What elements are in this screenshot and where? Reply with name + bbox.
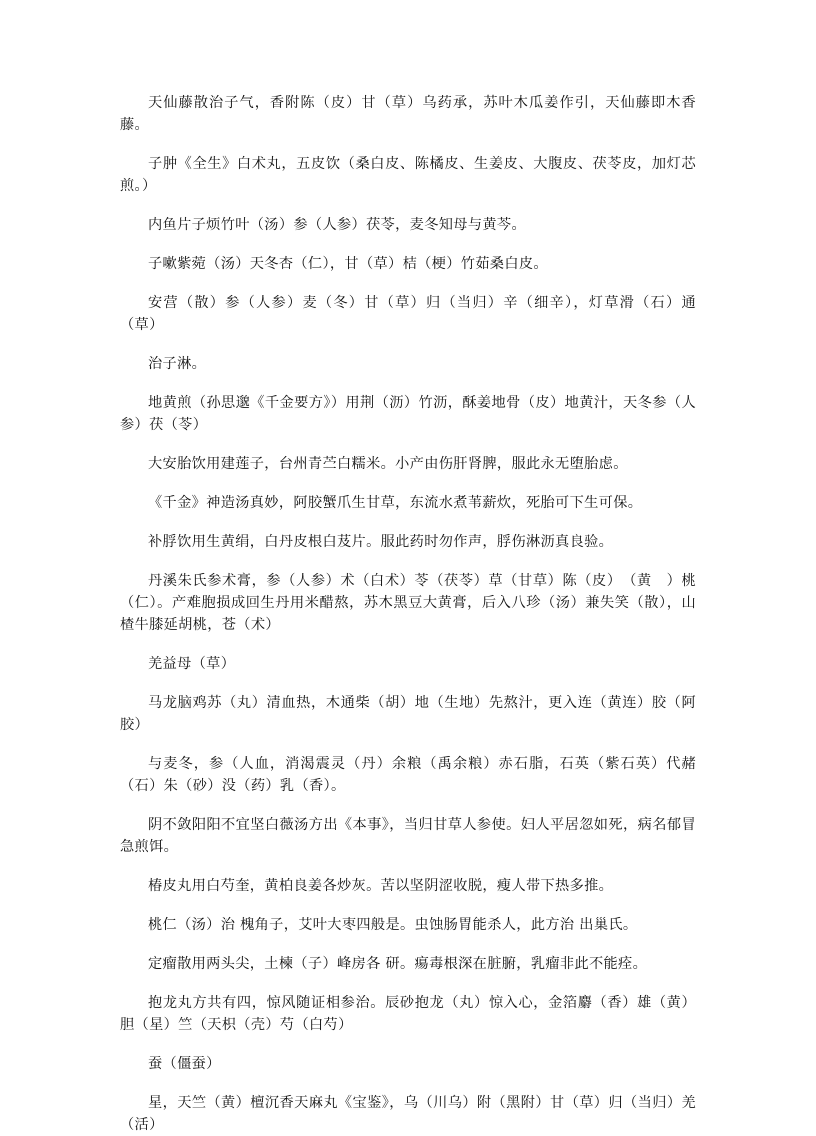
- paragraph-11: 丹溪朱氏参术膏，参（人参）术（白术）苓（茯苓）草（甘草）陈（皮） （黄 ）桃（仁）。产难胞损成回生丹用米醋熬，苏木黑豆大黄膏，后入八珍（汤）兼失笑（散），山楂牛膝延胡桃，苍（术）: [120, 573, 696, 633]
- paragraph-21: 星，天竺（黄）檀沉香天麻丸《宝鉴》，乌（川乌）附（黑附）甘（草）归（当归）羌（活）: [120, 1095, 696, 1133]
- paragraph-14: 与麦冬，参（人血，消渴震灵（丹）余粮（禹余粮）赤石脂，石英（紫石英）代赭（石）朱（砂）没（药）乳（香）。: [120, 756, 696, 794]
- paragraph-20: 蚕（僵蚕）: [148, 1056, 221, 1072]
- paragraph-17: 桃仁（汤）治 槐角子，艾叶大枣四般是。虫蚀肠胃能杀人，此方治 出巢氏。: [148, 917, 638, 933]
- paragraph-7: 地黄煎（孙思邈《千金要方》）用荆（沥）竹沥，酥姜地骨（皮）地黄汁，天冬参（人参）茯（苓）: [120, 395, 696, 433]
- paragraph-16: 椿皮丸用白芍奎，黄柏良姜各炒灰。苦以坚阴涩收脱，瘦人带下热多推。: [148, 878, 614, 894]
- paragraph-3: 内鱼片子烦竹叶（汤）参（人参）茯苓，麦冬知母与黄芩。: [148, 217, 526, 233]
- paragraph-15: 阴不敛阳阳不宜坚白薇汤方出《本事》，当归甘草人参使。妇人平居忽如死，病名郁冒急煎饵。: [120, 817, 696, 855]
- paragraph-5: 安营（散）参（人参）麦（冬）甘（草）归（当归）辛（细辛），灯草滑（石）通（草）: [120, 295, 696, 333]
- paragraph-8: 大安胎饮用建莲子，台州青苎白糯米。小产由伤肝肾脾，服此永无堕胎虑。: [148, 456, 628, 472]
- paragraph-9: 《千金》神造汤真妙，阿胶蟹爪生甘草，东流水煮苇薪炊，死胎可下生可保。: [148, 495, 643, 511]
- paragraph-4: 子嗽紫菀（汤）天冬杏（仁），甘（草）桔（梗）竹茹桑白皮。: [148, 256, 548, 272]
- paragraph-6: 治子淋。: [148, 356, 207, 372]
- paragraph-18: 定瘤散用两头尖，土楝（子）峰房各 研。瘍毒根深在脏腑，乳瘤非此不能痊。: [148, 956, 648, 972]
- paragraph-10: 补脬饮用生黄绢，白丹皮根白芨片。服此药时勿作声，脬伤淋沥真良验。: [148, 534, 614, 550]
- paragraph-13: 马龙脑鸡苏（丸）清血热，木通柴（胡）地（生地）先熬汁，更入连（黄连）胶（阿胶）: [120, 695, 696, 733]
- paragraph-2: 子肿《全生》白术丸，五皮饮（桑白皮、陈橘皮、生姜皮、大腹皮、茯苓皮，加灯芯煎。）: [120, 156, 696, 194]
- paragraph-12: 羌益母（草）: [148, 656, 236, 672]
- paragraph-19: 抱龙丸方共有四，惊风随证相参治。辰砂抱龙（丸）惊入心，金箔麝（香）雄（黄）胆（星）竺（天枳（壳）芍（白芍）: [120, 995, 696, 1033]
- paragraph-1: 天仙藤散治子气，香附陈（皮）甘（草）乌药承，苏叶木瓜姜作引，天仙藤即木香藤。: [120, 95, 696, 133]
